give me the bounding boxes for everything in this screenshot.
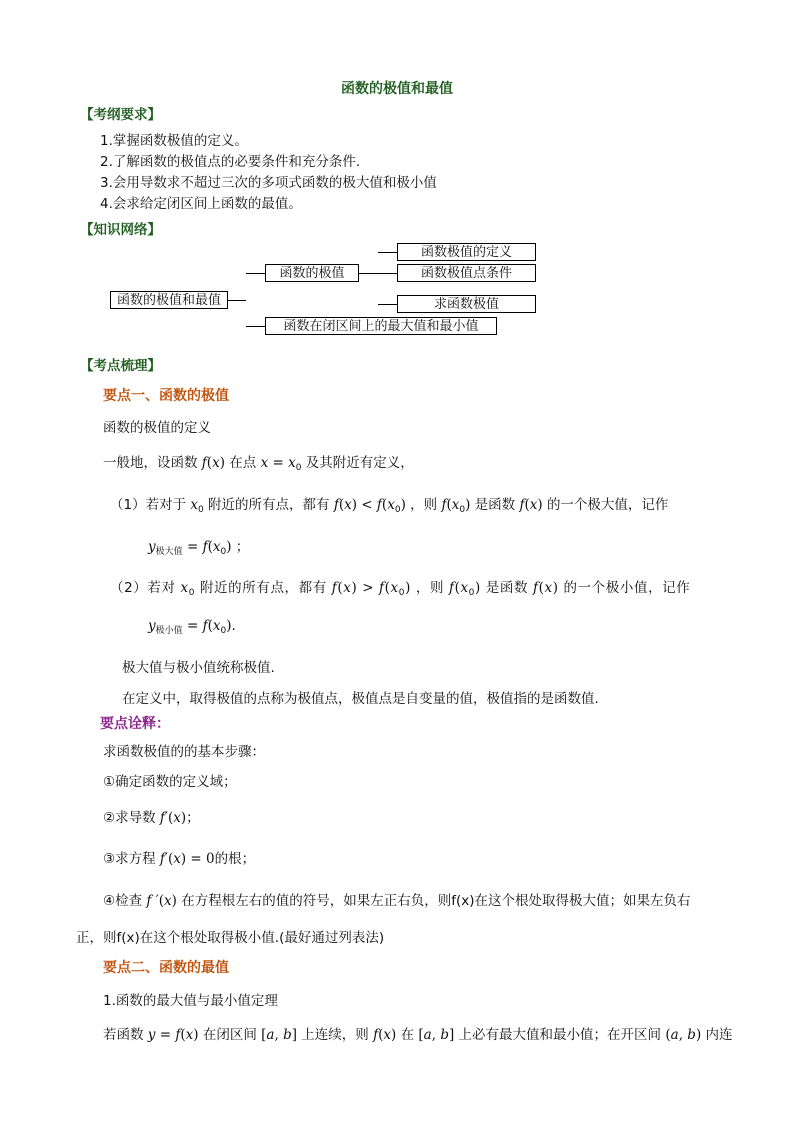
paragraph: 极大值与极小值统称极值. — [122, 660, 275, 676]
text: ④检查 — [103, 893, 143, 909]
requirement-item: 2.了解函数的极值点的必要条件和充分条件. — [100, 154, 361, 170]
step-item: ④检查 f ′(x) 在方程根左右的值的符号，如果左正右负，则f(x)在这个根处取得极大值；如果左负右 — [103, 893, 691, 909]
text: 内连 — [705, 1027, 733, 1043]
section-heading-key-points: 【考点梳理】 — [80, 358, 161, 374]
math-fx: f — [201, 455, 207, 471]
text: ； — [186, 810, 200, 826]
formula-min: $y_{极小值} = f(x_0)$. — [148, 618, 236, 636]
note-heading: 要点诠释： — [100, 716, 170, 732]
diagram-connector — [359, 273, 397, 274]
diagram-node-extrema: 函数的极值 — [265, 264, 359, 282]
text: 一般地，设函数 — [103, 455, 198, 471]
diagram-connector — [228, 300, 246, 301]
point2-heading: 要点二、函数的最值 — [103, 960, 229, 976]
text: 及其附近有定义， — [305, 455, 414, 471]
formula-max: $y_{极大值} = f(x_0)$ ； — [148, 539, 250, 557]
section-heading-requirements: 【考纲要求】 — [80, 107, 161, 123]
diagram-connector — [246, 326, 265, 327]
section-heading-knowledge-network: 【知识网络】 — [80, 222, 161, 238]
diagram-connector — [378, 252, 397, 253]
diagram-node-closed-interval: 函数在闭区间上的最大值和最小值 — [265, 317, 497, 335]
step-item: ①确定函数的定义域； — [103, 774, 237, 790]
text: 若函数 — [103, 1027, 144, 1043]
text: 在 — [400, 1027, 415, 1043]
requirement-item: 4.会求给定闭区间上函数的最值。 — [100, 196, 302, 212]
paragraph: 在定义中，取得极值的点称为极值点，极值点是自变量的值，极值指的是函数值. — [122, 691, 599, 707]
text: 附近的所有点，都有 — [208, 497, 330, 513]
diagram-node-root: 函数的极值和最值 — [110, 291, 228, 309]
text: 在闭区间 — [202, 1027, 257, 1043]
text: ③求方程 — [103, 851, 156, 867]
step-item: ②求导数 f′(x)； — [103, 810, 200, 826]
point2-subtitle: 1.函数的最大值与最小值定理 — [103, 993, 278, 1009]
page-title: 函数的极值和最值 — [341, 81, 453, 97]
diagram-connector — [378, 304, 397, 305]
text: ，则 — [415, 580, 445, 596]
text: 的一个极小值，记作 — [563, 580, 691, 596]
text: 的根； — [214, 851, 256, 867]
requirement-item: 3.会用导数求不超过三次的多项式函数的极大值和极小值 — [100, 175, 437, 191]
requirement-item: 1.掌握函数极值的定义。 — [100, 133, 248, 149]
diagram-node-condition: 函数极值点条件 — [397, 264, 536, 282]
text: 的一个极大值，记作 — [546, 497, 669, 513]
diagram-connector — [246, 273, 265, 274]
text: 上连续，则 — [301, 1027, 369, 1043]
diagram-node-definition: 函数极值的定义 — [397, 243, 536, 261]
text: （1）若对于 — [110, 497, 187, 513]
text: 上必有最大值和最小值；在开区间 — [458, 1027, 662, 1043]
steps-title: 求函数极值的的基本步骤： — [103, 744, 265, 760]
condition-min: （2）若对 $x_0$ 附近的所有点，都有 $f(x) > f(x_0)$ ，则 $f(x_0)$ 是函数 f(x) 的一个极小值，记作 — [110, 580, 691, 598]
point1-heading: 要点一、函数的极值 — [103, 388, 229, 404]
text: 附近的所有点，都有 — [199, 580, 327, 596]
text: 是函数 — [474, 497, 516, 513]
condition-max: （1）若对于 $x_0$ 附近的所有点，都有 $f(x) < f(x_0)$ ，则 $f(x_0)$ 是函数 f(x) 的一个极大值，记作 — [110, 497, 669, 515]
text: ，则 — [410, 497, 438, 513]
text: （2）若对 — [110, 580, 176, 596]
text: 是函数 — [485, 580, 529, 596]
text: ②求导数 — [103, 810, 156, 826]
subscript: 极小值 — [155, 626, 183, 636]
theorem-paragraph: 若函数 y = f(x) 在闭区间 [a, b] 上连续，则 f(x) 在 [a, b] 上必有最大值和最小值；在开区间 (a, b) 内连 — [103, 1027, 733, 1043]
text: 在方程根左右的值的符号，如果左正右负，则f(x)在这个根处取得极大值；如果左负右 — [181, 893, 691, 909]
step-item: ③求方程 f′(x) = 0的根； — [103, 851, 256, 867]
definition-title: 函数的极值的定义 — [103, 420, 211, 436]
text: 在点 — [229, 455, 257, 471]
diagram-node-find: 求函数极值 — [397, 295, 536, 313]
definition-intro: 一般地，设函数 f(x) 在点 $x = x_0$ 及其附近有定义， — [103, 455, 414, 473]
step-item-continued: 正，则f(x)在这个根处取得极小值.(最好通过列表法) — [76, 930, 385, 946]
subscript: 极大值 — [155, 547, 183, 557]
